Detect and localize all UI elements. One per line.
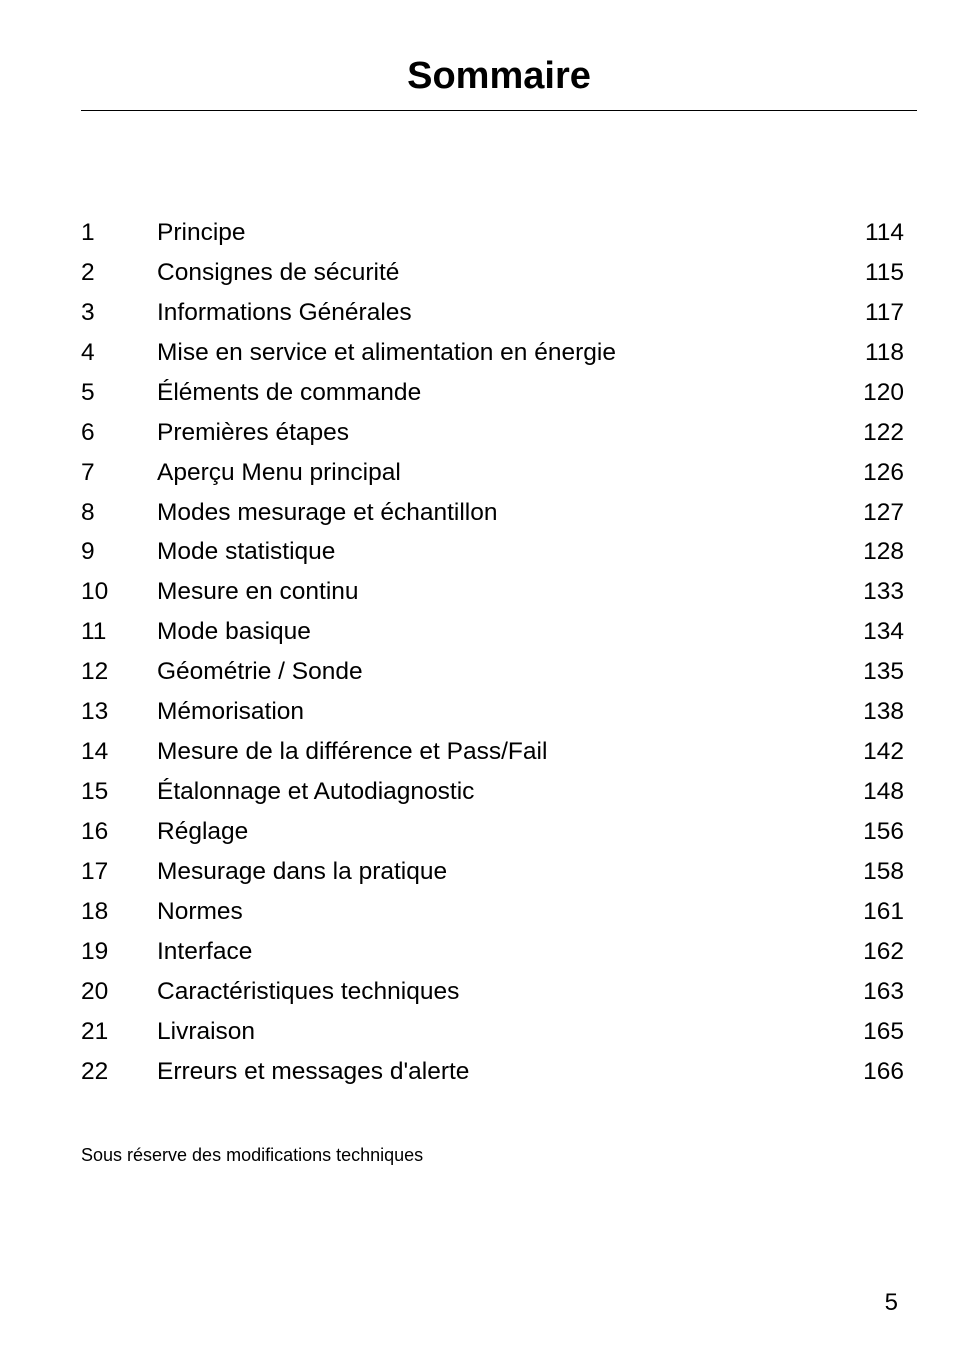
- toc-entry-number: 8: [81, 498, 95, 526]
- toc-entry-label: Mesurage dans la pratique: [157, 857, 448, 885]
- toc-entry-label: Mise en service et alimentation en énergie: [157, 338, 616, 366]
- toc-entry-number: 17: [81, 857, 109, 885]
- toc-entry-page: 120: [863, 378, 904, 406]
- toc-entry-page: 134: [863, 618, 904, 646]
- toc-entry-number: 18: [81, 897, 109, 925]
- toc-entry-page: 138: [863, 698, 904, 726]
- toc-entry-label: Mesure de la différence et Pass/Fail: [157, 738, 548, 766]
- toc-entry-label: Aperçu Menu principal: [157, 458, 401, 486]
- toc-entry-label: Premières étapes: [157, 418, 350, 446]
- toc-entry-page: 127: [863, 498, 904, 526]
- toc-entry-page: 118: [864, 338, 904, 366]
- toc-entry-page: 166: [863, 1057, 904, 1085]
- toc-entry: [81, 293, 904, 333]
- toc-entry-page: 133: [863, 578, 904, 606]
- toc-entry-number: 15: [81, 778, 109, 806]
- toc-entry-label: Livraison: [157, 1017, 256, 1045]
- toc-entry: [81, 453, 904, 493]
- toc-entry-label: Erreurs et messages d'alerte: [157, 1057, 470, 1085]
- toc-entry-label: Principe: [157, 218, 246, 246]
- toc-entry-page: 115: [864, 258, 904, 286]
- toc-entry: [81, 732, 904, 772]
- toc-entry: [81, 333, 904, 373]
- toc-entry-label: Normes: [157, 897, 243, 925]
- toc-entry-number: 1: [81, 218, 95, 246]
- toc-entry-page: 148: [863, 778, 904, 806]
- toc-entry-number: 22: [81, 1057, 109, 1085]
- toc-entry-label: Éléments de commande: [157, 378, 422, 406]
- toc-entry-number: 5: [81, 378, 95, 406]
- toc-entry-page: 165: [863, 1017, 904, 1045]
- footnote: Sous réserve des modifications techniques: [81, 1145, 424, 1165]
- toc-entry-label: Modes mesurage et échantillon: [157, 498, 498, 526]
- toc-entry: [81, 612, 904, 652]
- toc-entry-number: 19: [81, 937, 109, 965]
- toc-entry-number: 7: [81, 458, 95, 486]
- toc-entry: [81, 892, 904, 932]
- toc-entry: [81, 852, 904, 892]
- toc-entry: [81, 253, 904, 293]
- toc-entry-page: 163: [863, 977, 904, 1005]
- toc-entry-number: 20: [81, 977, 109, 1005]
- toc-entry-page: 158: [863, 857, 904, 885]
- toc-entry: [81, 493, 904, 533]
- toc-entry-label: Mode statistique: [157, 538, 336, 566]
- toc-entry: [81, 213, 904, 253]
- toc-entry-number: 10: [81, 578, 109, 606]
- toc-entry-number: 9: [81, 538, 95, 566]
- toc-entry-number: 12: [81, 658, 109, 686]
- toc-entry-label: Interface: [157, 937, 253, 965]
- toc-entry-label: Géométrie / Sonde: [157, 658, 363, 686]
- toc-entry: [81, 572, 904, 612]
- toc-entry-number: 16: [81, 818, 109, 846]
- toc-entry-number: 21: [81, 1017, 109, 1045]
- toc-entry: [81, 932, 904, 972]
- toc-entry: [81, 652, 904, 692]
- toc-entry: [81, 692, 904, 732]
- page-number: 5: [884, 1289, 898, 1316]
- toc-entry-number: 2: [81, 258, 95, 286]
- toc-entry: [81, 772, 904, 812]
- toc-entry: [81, 972, 904, 1012]
- toc-entry: [81, 413, 904, 453]
- toc-entry-page: 135: [863, 658, 904, 686]
- toc-entry-number: 14: [81, 738, 109, 766]
- toc-entry-page: 128: [863, 538, 904, 566]
- toc-entry-page: 156: [863, 818, 904, 846]
- toc-entry-label: Informations Générales: [157, 298, 412, 326]
- toc-entry-label: Caractéristiques techniques: [157, 977, 460, 1005]
- toc-entry: [81, 533, 904, 573]
- toc-entry-page: 126: [863, 458, 904, 486]
- toc-entry-number: 13: [81, 698, 109, 726]
- toc-entry-label: Mesure en continu: [157, 578, 359, 606]
- toc-entry-number: 3: [81, 298, 95, 326]
- toc-entry-page: 142: [863, 738, 904, 766]
- toc-entry: [81, 373, 904, 413]
- toc-entry: [81, 1012, 904, 1052]
- toc-entry-number: 6: [81, 418, 95, 446]
- toc-entry-page: 161: [863, 897, 904, 925]
- title-divider: [81, 110, 917, 111]
- toc-entry: [81, 812, 904, 852]
- toc-entry-label: Étalonnage et Autodiagnostic: [157, 778, 475, 806]
- toc-entry-page: 122: [863, 418, 904, 446]
- toc-entry-label: Consignes de sécurité: [157, 258, 400, 286]
- toc-entry-page: 114: [864, 218, 904, 246]
- toc-entry-page: 162: [863, 937, 904, 965]
- toc-entry-number: 4: [81, 338, 95, 366]
- toc-entry-page: 117: [864, 298, 904, 326]
- toc-entry: [81, 1052, 904, 1092]
- toc-entry-number: 11: [81, 618, 107, 646]
- toc-entry-label: Réglage: [157, 818, 249, 846]
- toc-entry-label: Mode basique: [157, 618, 311, 646]
- toc-entry-label: Mémorisation: [157, 698, 305, 726]
- table-of-contents: [81, 213, 904, 1092]
- page-title: Sommaire: [407, 55, 591, 97]
